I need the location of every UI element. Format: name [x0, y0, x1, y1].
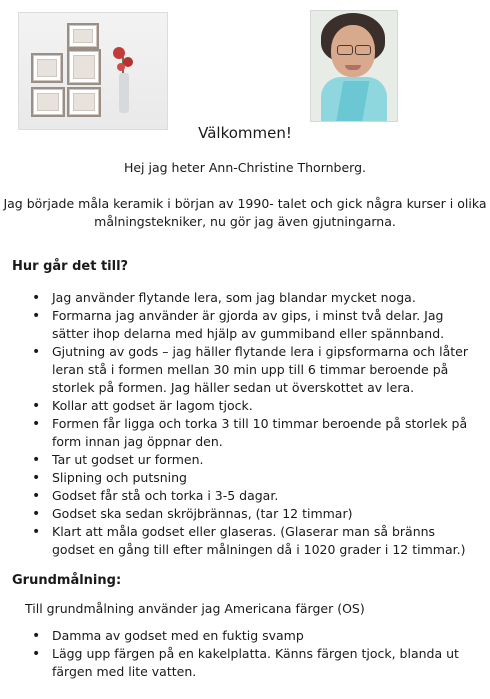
- grund-text: Till grundmålning använder jag Americana färger (OS): [25, 601, 365, 616]
- list-item: • Slipning och putsning: [30, 469, 480, 487]
- photo-framed-certificates: [18, 12, 168, 130]
- vase: [119, 73, 129, 113]
- section-heading-how: Hur går det till?: [12, 259, 129, 274]
- certificate-frame: [67, 49, 101, 85]
- certificate-frame: [67, 87, 101, 117]
- flower: [117, 63, 125, 71]
- list-item: • Tar ut godset ur formen.: [30, 451, 480, 469]
- list-item: • Godset får stå och torka i 3-5 dagar.: [30, 487, 480, 505]
- intro-line: Hej jag heter Ann-Christine Thornberg.: [123, 160, 367, 175]
- flower: [113, 47, 125, 59]
- list-item: • Lägg upp färgen på en kakelplatta. Känns färgen tjock, blanda ut färgen med lite vatten.: [30, 645, 480, 681]
- list-item: • Klart att måla godset eller glaseras. (Glaserar man så bränns godset en gång till efter målningen då i 1020 grader i 12 timmar.): [30, 523, 480, 559]
- page-title: Välkommen!: [198, 124, 292, 142]
- portrait-glasses: [337, 45, 353, 55]
- intro-paragraph: Jag började måla keramik i början av 1990- talet och gick några kurser i olika målningstekniker, nu gör jag även gjutningarna.: [3, 196, 487, 229]
- section-heading-grundmalning: Grundmålning:: [12, 573, 122, 588]
- grund-list: [30, 627, 480, 681]
- list-item: • Gjutning av gods – jag häller flytande lera i gipsformarna och låter leran stå i formen mellan 30 min upp till 6 timmar beroende på storlek på formen. Jag häller sedan ut överskottet av lera.: [30, 343, 480, 397]
- list-item: • Kollar att godset är lagom tjock.: [30, 397, 480, 415]
- certificate-frame: [31, 87, 65, 117]
- list-item: • Damma av godset med en fuktig svamp: [30, 627, 480, 645]
- list-item: • Godset ska sedan skröjbrännas, (tar 12 timmar): [30, 505, 480, 523]
- list-item: • Jag använder flytande lera, som jag blandar mycket noga.: [30, 289, 480, 307]
- process-list: [30, 289, 480, 559]
- portrait-photo: [310, 10, 398, 122]
- portrait-glasses: [355, 45, 371, 55]
- list-item: • Formen får ligga och torka 3 till 10 timmar beroende på storlek på form innan jag öppnar den.: [30, 415, 480, 451]
- list-item: • Formarna jag använder är gjorda av gips, i minst två delar. Jag sätter ihop delarna med hjälp av gummiband eller spännband.: [30, 307, 480, 343]
- certificate-frame: [67, 23, 99, 49]
- portrait-mouth: [345, 65, 361, 70]
- certificate-frame: [31, 53, 63, 83]
